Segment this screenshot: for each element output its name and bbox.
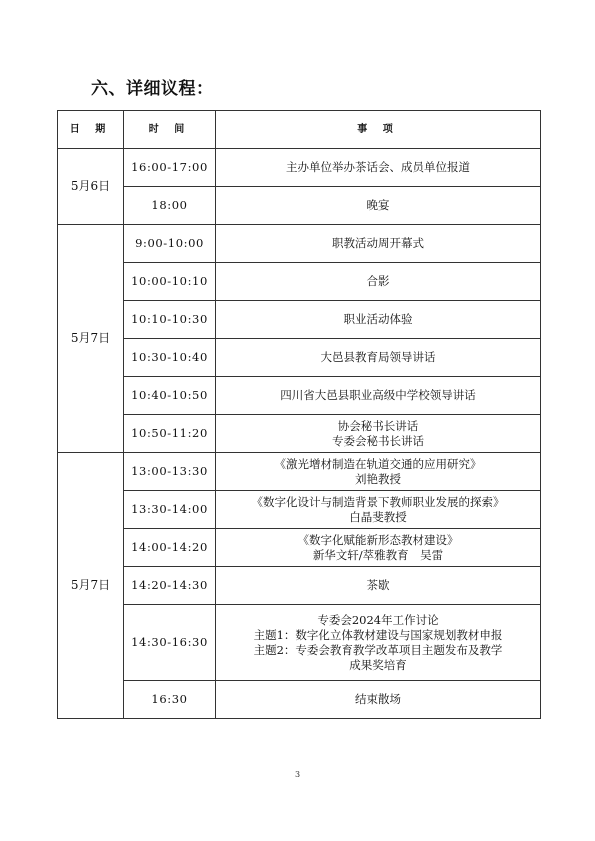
date-cell: 5月7日 (58, 453, 124, 719)
header-event: 事 项 (216, 111, 541, 149)
event-line: 主题2：专委会教育教学改革项目主题发布及教学 (253, 642, 503, 657)
event-line: 白晶斐教授 (349, 509, 407, 524)
event-cell (216, 453, 541, 491)
event-cell (216, 605, 541, 681)
event-line: 刘艳教授 (355, 471, 401, 486)
time-cell: 14:20-14:30 (124, 567, 216, 605)
table-row (58, 149, 541, 187)
event-line: 合影 (366, 274, 390, 288)
event-cell (216, 377, 541, 415)
time-cell: 10:10-10:30 (124, 301, 216, 339)
table-row (58, 453, 541, 491)
event-line: 职业活动体验 (343, 312, 413, 326)
header-time: 时 间 (124, 111, 216, 149)
table-row (58, 339, 541, 377)
event-line: 新华文轩/萃雅教育 吴雷 (312, 547, 444, 562)
header-date: 日 期 (58, 111, 124, 149)
time-cell: 13:00-13:30 (124, 453, 216, 491)
section-heading: 六、详细议程： (91, 79, 214, 99)
event-line: 专委会秘书长讲话 (332, 433, 424, 448)
event-line: 成果奖培育 (349, 657, 407, 672)
time-cell: 13:30-14:00 (124, 491, 216, 529)
event-cell (216, 263, 541, 301)
date-cell: 5月7日 (58, 225, 124, 453)
table-row (58, 187, 541, 225)
event-line: 《数字化设计与制造背景下教师职业发展的探索》 (251, 494, 505, 509)
event-cell (216, 187, 541, 225)
event-line: 主题1：数字化立体教材建设与国家规划教材申报 (253, 627, 503, 642)
table-row (58, 377, 541, 415)
event-line: 大邑县教育局领导讲话 (320, 350, 436, 364)
event-line: 结束散场 (355, 692, 401, 706)
time-cell: 16:00-17:00 (124, 149, 216, 187)
time-cell: 18:00 (124, 187, 216, 225)
table-row (58, 605, 541, 681)
event-line: 职教活动周开幕式 (332, 236, 424, 250)
event-cell (216, 301, 541, 339)
table-row (58, 491, 541, 529)
event-cell (216, 567, 541, 605)
time-cell: 14:00-14:20 (124, 529, 216, 567)
table-header-row (58, 111, 541, 149)
event-line: 晚宴 (366, 198, 390, 212)
agenda-table (57, 110, 541, 719)
time-cell: 14:30-16:30 (124, 605, 216, 681)
event-cell (216, 149, 541, 187)
event-line: 专委会2024年工作讨论 (317, 612, 439, 627)
date-cell: 5月6日 (58, 149, 124, 225)
time-cell: 10:00-10:10 (124, 263, 216, 301)
event-cell (216, 339, 541, 377)
time-cell: 10:30-10:40 (124, 339, 216, 377)
time-cell: 16:30 (124, 681, 216, 719)
event-line: 《数字化赋能新形态教材建设》 (297, 532, 459, 547)
table-row (58, 263, 541, 301)
table-row (58, 301, 541, 339)
event-cell (216, 225, 541, 263)
event-line: 协会秘书长讲话 (337, 418, 419, 433)
event-cell (216, 681, 541, 719)
time-cell: 10:50-11:20 (124, 415, 216, 453)
table-row (58, 225, 541, 263)
event-line: 四川省大邑县职业高级中学校领导讲话 (280, 388, 476, 402)
table-row (58, 567, 541, 605)
agenda-body (58, 149, 541, 719)
event-cell (216, 529, 541, 567)
time-cell: 10:40-10:50 (124, 377, 216, 415)
table-row (58, 415, 541, 453)
table-row (58, 529, 541, 567)
page-number: 3 (294, 770, 301, 779)
table-row (58, 681, 541, 719)
event-cell (216, 415, 541, 453)
event-line: 茶歇 (366, 578, 390, 592)
event-line: 《激光增材制造在轨道交通的应用研究》 (274, 456, 482, 471)
event-cell (216, 491, 541, 529)
event-line: 主办单位举办茶话会、成员单位报道 (286, 160, 470, 174)
time-cell: 9:00-10:00 (124, 225, 216, 263)
